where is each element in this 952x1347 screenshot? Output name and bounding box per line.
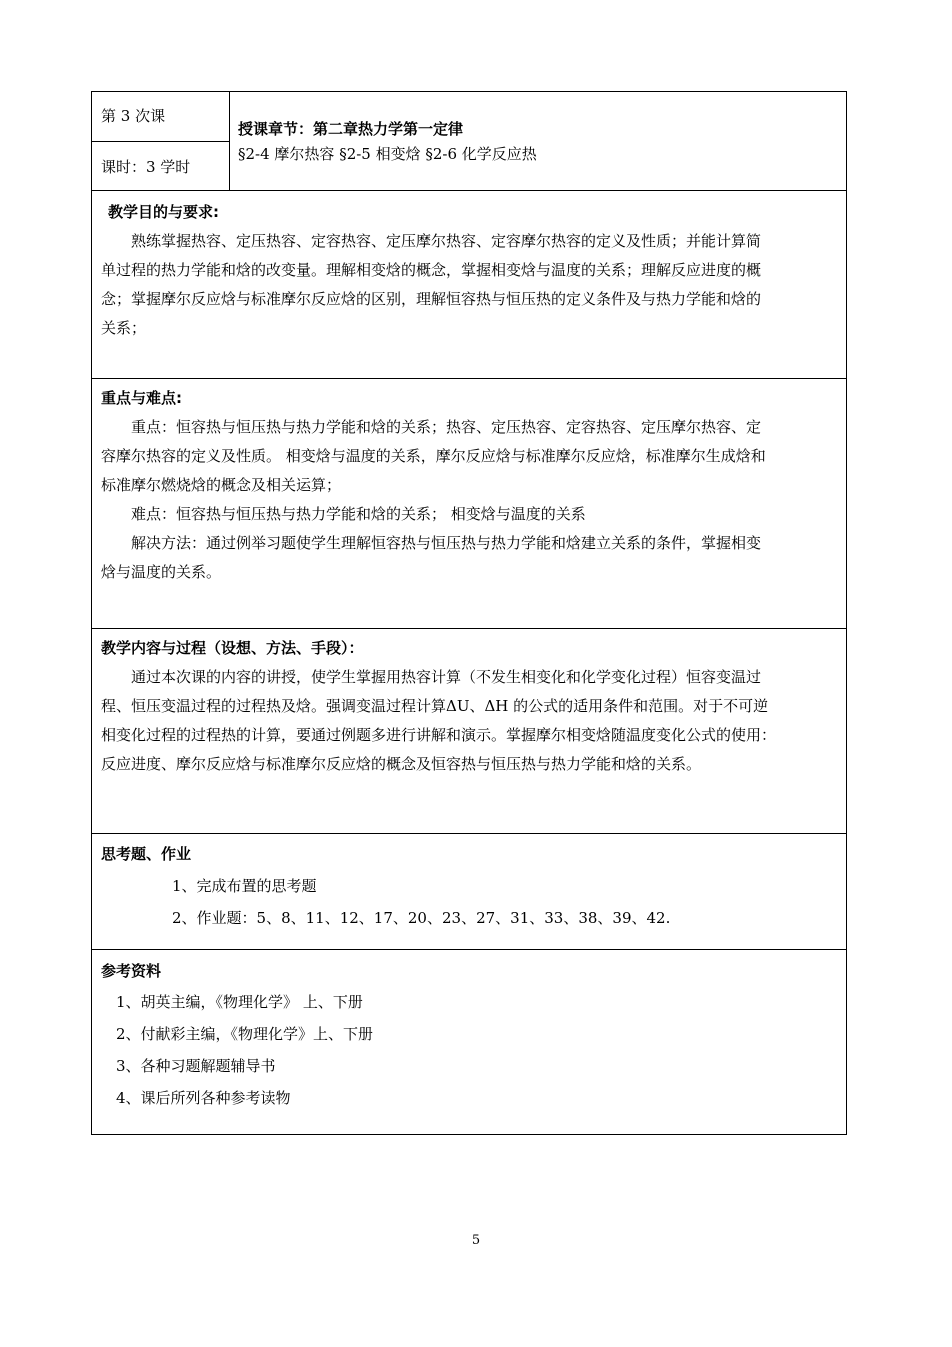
key-points-text bbox=[101, 413, 838, 587]
section-divider bbox=[92, 378, 846, 379]
lesson-plan-table bbox=[91, 91, 847, 1135]
objectives-line: 念；掌握摩尔反应焓与标准摩尔反应焓的区别，理解恒容热与恒压热的定义条件及与热力学能和焓的 bbox=[101, 290, 762, 308]
homework-item: 2、作业题：5、8、11、12、17、20、23、27、31、33、38、39、42. bbox=[172, 909, 671, 927]
objectives-text bbox=[101, 227, 838, 343]
reference-item: 2、付献彩主编，《物理化学》上、下册 bbox=[116, 1025, 374, 1043]
content-line: 通过本次课的内容的讲授，使学生掌握用热容计算（不发生相变化和化学变化过程）恒容变温过 bbox=[131, 668, 762, 686]
content-line: 相变化过程的过程热的计算，要通过例题多进行讲解和演示。掌握摩尔相变焓随温度变化公式的使用： bbox=[101, 726, 777, 744]
objectives-line: 关系； bbox=[101, 319, 147, 337]
section-divider bbox=[92, 628, 846, 629]
header-left-divider bbox=[92, 141, 229, 142]
section-divider bbox=[92, 833, 846, 834]
content-title: 教学内容与过程（设想、方法、手段）： bbox=[101, 639, 364, 657]
lesson-number: 第 3 次课 bbox=[101, 107, 166, 125]
reference-item: 3、各种习题解题辅导书 bbox=[116, 1057, 276, 1075]
header-bottom-line bbox=[92, 190, 846, 191]
reference-item: 1、胡英主编，《物理化学》 上、下册 bbox=[116, 993, 363, 1011]
key-points-title: 重点与难点: bbox=[101, 389, 182, 407]
content-line: 反应进度、摩尔反应焓与标准摩尔反应焓的概念及恒容热与恒压热与热力学能和焓的关系。 bbox=[101, 755, 702, 773]
key-points-line: 标准摩尔燃烧焓的概念及相关运算； bbox=[101, 476, 342, 494]
reference-item: 4、课后所列各种参考读物 bbox=[116, 1089, 291, 1107]
chapter-sections: §2-4 摩尔热容 §2-5 相变焓 §2-6 化学反应热 bbox=[238, 145, 537, 163]
key-points-line: 重点：恒容热与恒压热与热力学能和焓的关系；热容、定压热容、定容热容、定压摩尔热容、定 bbox=[131, 418, 762, 436]
header-column-divider bbox=[229, 92, 230, 190]
objectives-line: 熟练掌握热容、定压热容、定容热容、定压摩尔热容、定容摩尔热容的定义及性质；并能计算简 bbox=[131, 232, 762, 250]
homework-item: 1、完成布置的思考题 bbox=[172, 877, 317, 895]
key-points-line: 难点：恒容热与恒压热与热力学能和焓的关系； 相变焓与温度的关系 bbox=[131, 505, 586, 523]
content-text bbox=[101, 663, 838, 779]
objectives-title: 教学目的与要求: bbox=[108, 203, 219, 221]
homework-title: 思考题、作业 bbox=[101, 845, 192, 863]
key-points-line: 容摩尔热容的定义及性质。 相变焓与温度的关系，摩尔反应焓与标准摩尔反应焓，标准摩尔生成焓和 bbox=[101, 447, 766, 465]
key-points-line: 解决方法：通过例举习题使学生理解恒容热与恒压热与热力学能和焓建立关系的条件，掌握相变 bbox=[131, 534, 762, 552]
references-title: 参考资料 bbox=[101, 962, 162, 980]
class-hours: 课时：3 学时 bbox=[101, 158, 191, 176]
objectives-line: 单过程的热力学能和焓的改变量。理解相变焓的概念，掌握相变焓与温度的关系；理解反应进度的概 bbox=[101, 261, 762, 279]
content-line: 程、恒压变温过程的过程热及焓。强调变温过程计算ΔU、ΔH 的公式的适用条件和范围。对于不可逆 bbox=[101, 697, 769, 715]
key-points-line: 焓与温度的关系。 bbox=[101, 563, 222, 581]
page-number: 5 bbox=[471, 1233, 481, 1248]
section-divider bbox=[92, 949, 846, 950]
chapter-title: 授课章节：第二章热力学第一定律 bbox=[238, 120, 464, 138]
